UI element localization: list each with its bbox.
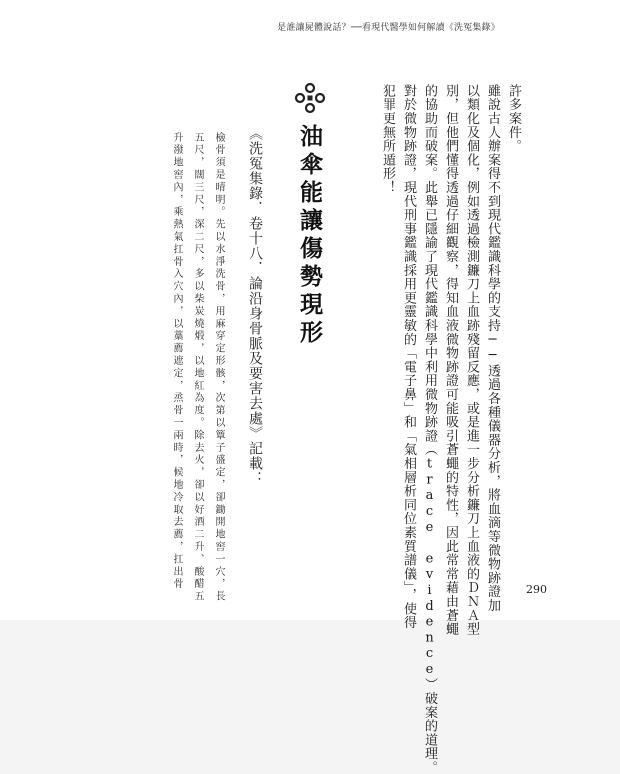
section-title: 油傘能讓傷勢現形	[296, 124, 323, 348]
running-header: 是誰讓屍體說話？──看現代醫學如何解讀《洗冤集錄》	[277, 23, 500, 33]
excerpt-column: 升潑地窖內，乘熱氣扛骨入穴內，以藁薦遮定，烝骨一兩時，候地冷取去薦，扛出骨	[171, 132, 182, 591]
page-number: 290	[526, 583, 547, 596]
body-text-column: 的協助而破案。此舉已隱諭了現代鑑識科學中利用微物跡證（trace evidence）破案的道理。	[422, 84, 437, 774]
body-text-column: 雖說古人辦案得不到現代鑑識科學的支持──透過各種儀器分析，將血滴等微物跡證加	[485, 84, 500, 613]
source-citation: 《洗冤集錄．卷十八．論沿身骨脈及要害去處》記載：	[247, 126, 263, 486]
excerpt-column: 五尺，闊三尺，深二尺，多以柴炭燒煅，以地紅為度。除去火，卻以好酒二升、酸醋五	[192, 132, 203, 604]
excerpt-column: 檢骨須是晴明。先以水淨洗骨，用麻穿定形骸，次第以簟子盛定，卻鋤開地窖一穴，長	[213, 132, 224, 604]
body-text-column: 別，但他們懂得透過仔細觀察，得知血液微物跡證可能吸引蒼蠅的特性，因此常常藉由蒼蠅	[443, 84, 458, 636]
body-text-column: 犯罪更無所遁形！	[380, 84, 395, 195]
body-text-column: 對於微物跡證，現代刑事鑑識採用更靈敏的「電子鼻」和「氣相層析同位素質譜儀」，使得	[401, 84, 416, 630]
cross-flower-ornament-icon	[292, 80, 328, 116]
body-text-column: 許多案件。	[506, 84, 521, 153]
body-text-column: 以類化及個化，例如透過檢測鐮刀上血跡殘留反應，或是進一步分析鐮刀上血液的ＤＮＡ型	[464, 84, 479, 636]
